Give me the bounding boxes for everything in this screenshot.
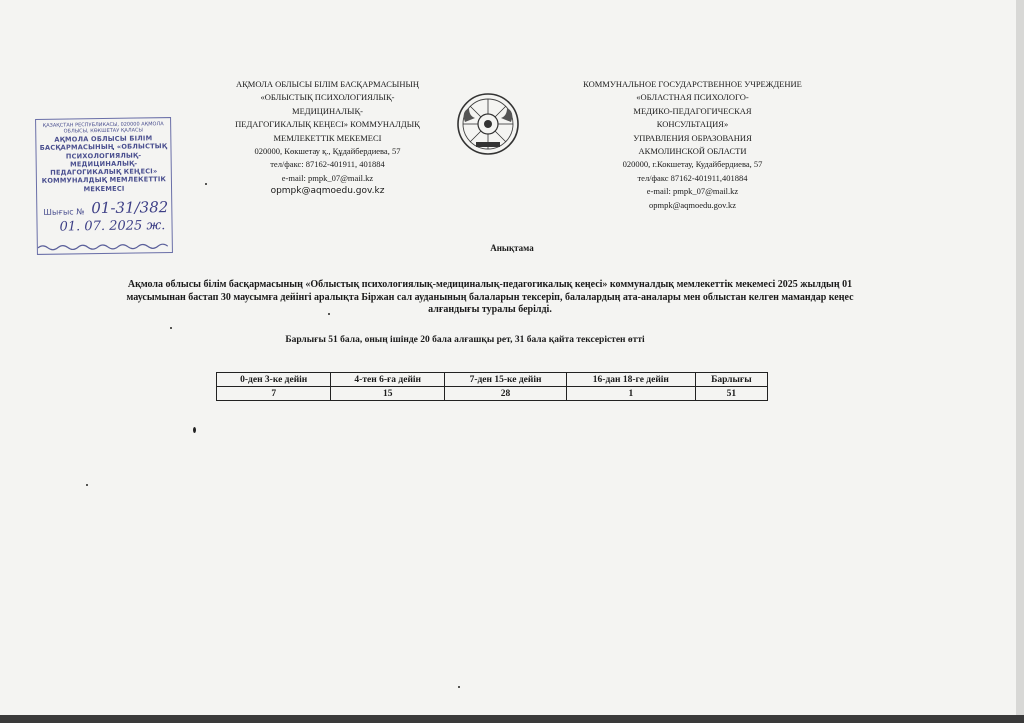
header-left-phone: тел/факс: 87162-401911, 401884 [270,159,385,170]
header-left-email-gov: opmpk@aqmoedu.gov.kz [270,186,385,197]
header-right-line: КОММУНАЛЬНОЕ ГОСУДАРСТВЕННОЕ УЧРЕЖДЕНИЕ [583,79,802,89]
header-left-address: 020000, Көкшетау қ., Құдайбердиева, 57 [254,146,401,157]
stamp-number-label: Шығыс № [43,207,85,217]
header-left-kazakh [205,78,450,199]
stamp-date: 01. 07. 2025 ж. [59,218,166,235]
stamp-organization: АҚМОЛА ОБЛЫСЫ БІЛІМ БАСҚАРМАСЫНЫҢ «ОБЛЫСТЫҚ ПСИХОЛОГИЯЛЫҚ-МЕДИЦИНАЛЫҚ-ПЕДАГОГИКАЛЫҚ КЕҢЕСІ» КОММУНАЛДЫҚ МЕМЛЕКЕТТІК МЕКЕМЕСІ [39,134,168,194]
age-statistics-table [216,372,768,401]
table-header-row [217,373,768,387]
scan-speck [328,313,330,315]
scan-speck [170,327,172,329]
header-right-line: «ОБЛАСТНАЯ ПСИХОЛОГО- [636,92,749,103]
header-right-line: МЕДИКО-ПЕДАГОГИЧЕСКАЯ [633,105,752,116]
header-right-line: УПРАВЛЕНИЯ ОБРАЗОВАНИЯ [633,132,752,143]
scan-speck [458,686,460,688]
registration-stamp [35,117,173,255]
table-header-cell: Барлығы [695,373,767,387]
header-right-email: e-mail: pmpk_07@mail.kz [646,186,739,197]
header-right-phone: тел/факс 87162-401911,401884 [637,172,748,183]
state-emblem-icon [455,92,521,156]
header-right-russian [575,78,810,212]
header-right-line: КОНСУЛЬТАЦИЯ» [656,119,729,130]
stamp-region-text: ҚАЗАҚСТАН РЕСПУБЛИКАСЫ, 020000 АҚМОЛА ОБЛЫСЫ, КӨКШЕТАУ ҚАЛАСЫ [42,121,164,135]
table-header-cell: 16-дан 18-ге дейін [567,373,696,387]
document-title: Анықтама [490,243,534,253]
header-left-line: МЕДИЦИНАЛЫҚ- [292,105,363,116]
table-cell: 1 [567,387,696,401]
header-left-line: ПЕДАГОГИКАЛЫҚ КЕҢЕСІ» КОММУНАЛДЫҚ [235,119,420,130]
table-header-cell: 4-тен 6-ға дейін [331,373,445,387]
table-header-cell: 7-ден 15-ке дейін [445,373,567,387]
table-cell: 15 [331,387,445,401]
scan-speck [205,183,207,185]
table-cell: 51 [695,387,767,401]
scan-speck [86,484,88,486]
page-edge [1016,0,1024,723]
table-cell: 7 [217,387,331,401]
scan-border [0,715,1024,723]
header-right-address: 020000, г.Кокшетау, Кудайбердиева, 57 [622,159,763,170]
scan-speck [193,427,196,433]
table-header-cell: 0-ден 3-ке дейін [217,373,331,387]
header-left-email: e-mail: pmpk_07@mail.kz [281,172,374,183]
header-right-email-gov: opmpk@aqmoedu.gov.kz [648,199,737,210]
header-left-line: АҚМОЛА ОБЛЫСЫ БІЛІМ БАСҚАРМАСЫНЫҢ [235,79,420,89]
stamp-outgoing-number: 01-31/382 [91,198,169,218]
table-row [217,387,768,401]
document-summary: Барлығы 51 бала, оның ішінде 20 бала алғашқы рет, 31 бала қайта тексерістен өтті [285,335,645,345]
header-left-line: «ОБЛЫСТЫҚ ПСИХОЛОГИЯЛЫҚ- [260,92,395,103]
header-right-line: АКМОЛИНСКОЙ ОБЛАСТИ [638,146,747,157]
document-body: Ақмола облысы білім басқармасының «Облыстық психологиялық-медициналық-педагогикалық кеңесі» коммуналдық мемлекеттік мекемесі 2025 жылдың 01 маусымынан бастап 30 маусымға дейінгі аралықта Біржан сал ауданының балаларын тексеріп, балалардың ата-аналары мен облыстан келген мамандар кеңес алғандығы туралы берілді. [126,279,854,316]
table-cell: 28 [445,387,567,401]
header-left-line: МЕМЛЕКЕТТІК МЕКЕМЕСІ [273,132,382,143]
